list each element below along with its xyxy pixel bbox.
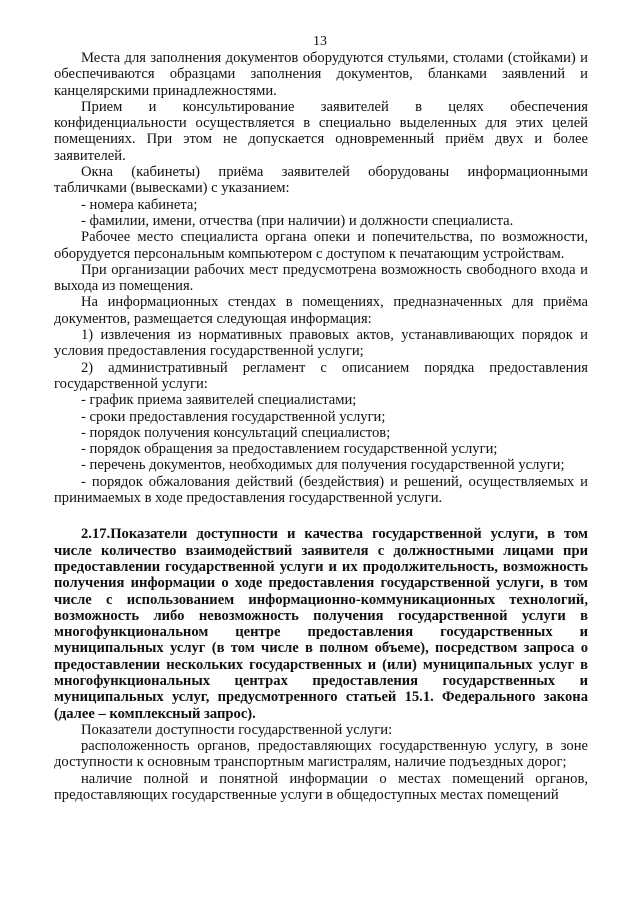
paragraph-reception-confidentiality: Прием и консультирование заявителей в целях обеспечения конфиденциальности осуществляется в специально выделенных для этих целей помещениях. При этом не допускается одновременный приём двух и более заявителей. <box>54 98 588 164</box>
list-item-cabinet-number: - номера кабинета; <box>81 196 198 213</box>
document-body <box>54 50 588 803</box>
list-item-consultations: - порядок получения консультаций специалистов; <box>81 424 391 441</box>
paragraph-windows-signs: Окна (кабинеты) приёма заявителей оборудованы информационными табличками (вывесками) с указанием: <box>54 164 588 197</box>
list-item-legal-extracts: 1) извлечения из нормативных правовых актов, устанавливающих порядок и условия предоставления государственной услуги; <box>54 327 588 360</box>
page-number: 13 <box>313 34 327 49</box>
paragraph-places-filling: Места для заполнения документов оборудуются стульями, столами (стойками) и обеспечиваются образцами заполнения документов, бланками заявлений и канцелярскими принадлежностями. <box>54 50 588 99</box>
list-item-admin-regulation: 2) административный регламент с описанием порядка предоставления государственной услуги: <box>54 359 588 392</box>
paragraph-full-information: наличие полной и понятной информации о местах помещений органов, предоставляющих государственные услуги в общедоступных местах помещений <box>54 770 588 804</box>
list-item-application-procedure: - порядок обращения за предоставлением государственной услуги; <box>81 441 498 458</box>
paragraph-info-stands: На информационных стендах в помещениях, предназначенных для приёма документов, размещается следующая информация: <box>54 294 588 327</box>
section-heading-2-17: 2.17.Показатели доступности и качества государственной услуги, в том числе количество взаимодействий заявителя с должностными лицами при предоставлении государственной услуги и их продолжительность, возможность получения информации о ходе предоставления государственной услуги, в том числе с использованием информационно-коммуникационных технологий, возможность либо невозможность получения государственной услуги в многофункциональном центре предоставления государственных и муниципальных услуг (в том числе в полном объеме), посредством запроса о предоставлении нескольких государственных и (или) муниципальных услуг в многофункциональных центрах предоставления государственных и муниципальных услуг, предусмотренного статьей 15.1. Федерального закона (далее – комплексный запрос). <box>54 526 588 722</box>
list-item-document-list: - перечень документов, необходимых для получения государственной услуги; <box>81 457 565 474</box>
paragraph-workplace-computer: Рабочее место специалиста органа опеки и попечительства, по возможности, оборудуется персональным компьютером с доступом к печатающим устройствам. <box>54 229 588 262</box>
list-item-specialist-name: - фамилии, имени, отчества (при наличии) и должности специалиста. <box>81 212 514 229</box>
list-item-appeal-procedure: - порядок обжалования действий (бездействия) и решений, осуществляемых и принимаемых в ходе предоставления государственной услуги. <box>54 473 588 507</box>
list-item-deadlines: - сроки предоставления государственной услуги; <box>81 408 386 425</box>
paragraph-accessibility-indicators: Показатели доступности государственной услуги: <box>81 721 393 738</box>
paragraph-free-entry: При организации рабочих мест предусмотрена возможность свободного входа и выхода из помещения. <box>54 261 588 295</box>
list-item-schedule: - график приема заявителей специалистами; <box>81 392 357 409</box>
paragraph-transport-access: расположенность органов, предоставляющих государственную услугу, в зоне доступности к основным транспортным магистралям, наличие подъездных дорог; <box>54 738 588 771</box>
